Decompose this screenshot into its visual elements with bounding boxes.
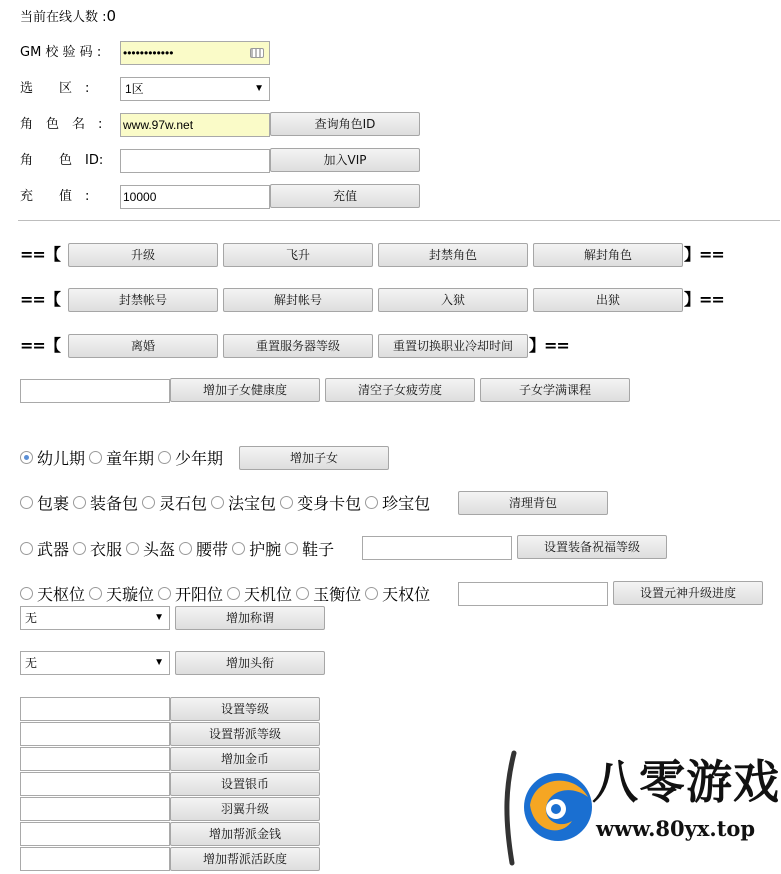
zone-label: 选 区 : <box>20 81 90 96</box>
recharge-button[interactable]: 充值 <box>270 184 420 208</box>
yuanshen-group <box>20 582 434 605</box>
clear-bag-button[interactable]: 清理背包 <box>458 491 608 515</box>
logo-icon <box>500 745 600 870</box>
radio-tianji[interactable] <box>227 582 292 605</box>
radio-dot[interactable] <box>142 496 155 509</box>
radio-label: 法宝包 <box>228 494 277 513</box>
set-level-button[interactable]: 设置等级 <box>170 697 320 721</box>
divider <box>18 220 780 221</box>
stat-input-guild-activity[interactable] <box>20 847 170 871</box>
radio-dot[interactable] <box>179 542 192 555</box>
radio-dot[interactable] <box>20 587 33 600</box>
radio-childhood[interactable] <box>89 446 154 469</box>
radio-equip-bag[interactable] <box>73 491 138 514</box>
online-count <box>20 8 116 26</box>
radio-label: 衣服 <box>90 540 123 559</box>
role-name-input[interactable] <box>120 113 270 137</box>
radio-label: 幼儿期 <box>37 449 86 468</box>
add-gold-button[interactable]: 增加金币 <box>170 747 320 771</box>
radio-dot[interactable] <box>280 496 293 509</box>
radio-bracer[interactable] <box>232 537 281 560</box>
set-silver-button[interactable]: 设置银币 <box>170 772 320 796</box>
bracket-close: 】== <box>684 290 724 309</box>
online-value: 0 <box>106 7 117 25</box>
radio-card-bag[interactable] <box>280 491 361 514</box>
radio-helmet[interactable] <box>126 537 175 560</box>
radio-weapon[interactable] <box>20 537 69 560</box>
brand-url: www.80yx.top <box>596 816 756 841</box>
stat-input-level[interactable] <box>20 697 170 721</box>
role-name-value: www.97w.net <box>123 118 194 132</box>
add-guild-money-button[interactable]: 增加帮派金钱 <box>170 822 320 846</box>
radio-label: 天权位 <box>382 585 431 604</box>
recharge-value: 10000 <box>123 190 157 204</box>
clear-child-fatigue-button[interactable]: 清空子女疲劳度 <box>325 378 475 402</box>
ascend-button[interactable]: 飞升 <box>223 243 373 267</box>
radio-dot[interactable] <box>73 496 86 509</box>
radio-label: 天机位 <box>244 585 293 604</box>
add-child-health-button[interactable]: 增加子女健康度 <box>170 378 320 402</box>
radio-dot[interactable] <box>227 587 240 600</box>
radio-label: 护腕 <box>249 540 282 559</box>
radio-dot[interactable] <box>20 451 33 464</box>
radio-label: 开阳位 <box>175 585 224 604</box>
radio-shoes[interactable] <box>285 537 334 560</box>
child-full-course-button[interactable]: 子女学满课程 <box>480 378 630 402</box>
add-child-button[interactable]: 增加子女 <box>239 446 389 470</box>
radio-kaiyang[interactable] <box>158 582 223 605</box>
radio-dot[interactable] <box>296 587 309 600</box>
radio-tianxuan[interactable] <box>89 582 154 605</box>
radio-label: 灵石包 <box>159 494 208 513</box>
set-yuanshen-progress-button[interactable]: 设置元神升级进度 <box>613 581 763 605</box>
bracket-close: 】== <box>684 245 724 264</box>
radio-dot[interactable] <box>20 496 33 509</box>
chevron-down-icon: ▼ <box>154 612 164 623</box>
divorce-button[interactable]: 离婚 <box>68 334 218 358</box>
keyboard-icon[interactable] <box>250 48 264 58</box>
title-select[interactable] <box>20 606 170 630</box>
set-bless-level-button[interactable]: 设置装备祝福等级 <box>517 535 667 559</box>
unban-account-button[interactable]: 解封帐号 <box>223 288 373 312</box>
wing-upgrade-button[interactable]: 羽翼升级 <box>170 797 320 821</box>
radio-label: 武器 <box>37 540 70 559</box>
query-role-id-button[interactable]: 查询角色ID <box>270 112 420 136</box>
radio-dot[interactable] <box>285 542 298 555</box>
radio-yuheng[interactable] <box>296 582 361 605</box>
ban-account-button[interactable]: 封禁帐号 <box>68 288 218 312</box>
radio-label: 天璇位 <box>106 585 155 604</box>
radio-label: 腰带 <box>196 540 229 559</box>
radio-label: 童年期 <box>106 449 155 468</box>
gm-code-value: •••••••••••• <box>123 46 174 60</box>
stat-input-silver[interactable] <box>20 772 170 796</box>
radio-clothes[interactable] <box>73 537 122 560</box>
radio-label: 玉衡位 <box>313 585 362 604</box>
role-id-label: 角 色 ID: <box>20 153 104 168</box>
stat-input-gold[interactable] <box>20 747 170 771</box>
bracket-open: ==【 <box>20 290 60 309</box>
zone-selected: 1区 <box>125 82 144 96</box>
radio-dot[interactable] <box>232 542 245 555</box>
child-stage-group <box>20 446 227 469</box>
watermark <box>500 745 781 874</box>
radio-infant[interactable] <box>20 446 85 469</box>
set-guild-level-button[interactable]: 设置帮派等级 <box>170 722 320 746</box>
radio-label: 珍宝包 <box>382 494 431 513</box>
bracket-open: ==【 <box>20 245 60 264</box>
level-up-button[interactable]: 升级 <box>68 243 218 267</box>
add-rank-button[interactable]: 增加头衔 <box>175 651 325 675</box>
radio-dot[interactable] <box>365 587 378 600</box>
radio-dot[interactable] <box>89 587 102 600</box>
reset-job-cooldown-button[interactable]: 重置切换职业冷却时间 <box>378 334 528 358</box>
radio-label: 天枢位 <box>37 585 86 604</box>
recharge-input[interactable] <box>120 185 270 209</box>
radio-bag[interactable] <box>20 491 69 514</box>
jail-button[interactable]: 入狱 <box>378 288 528 312</box>
chevron-down-icon: ▼ <box>254 83 264 94</box>
radio-label: 鞋子 <box>302 540 335 559</box>
radio-tianshu[interactable] <box>20 582 85 605</box>
add-vip-button[interactable]: 加入VIP <box>270 148 420 172</box>
child-amount-input[interactable] <box>20 379 170 403</box>
reset-server-level-button[interactable]: 重置服务器等级 <box>223 334 373 358</box>
role-name-label: 角 色 名 : <box>20 117 103 132</box>
radio-dot[interactable] <box>158 451 171 464</box>
rank-select[interactable] <box>20 651 170 675</box>
release-button[interactable]: 出狱 <box>533 288 683 312</box>
bracket-close: 】== <box>529 336 569 355</box>
radio-dot[interactable] <box>20 542 33 555</box>
role-id-input[interactable] <box>120 149 270 173</box>
yuanshen-progress-input[interactable] <box>458 582 608 606</box>
zone-select[interactable] <box>120 77 270 101</box>
recharge-label: 充 值 : <box>20 189 90 204</box>
online-label: 当前在线人数 : <box>20 10 107 25</box>
add-guild-activity-button[interactable]: 增加帮派活跃度 <box>170 847 320 871</box>
radio-dot[interactable] <box>126 542 139 555</box>
radio-dot[interactable] <box>365 496 378 509</box>
title-selected: 无 <box>25 611 38 625</box>
radio-tianquan[interactable] <box>365 582 430 605</box>
bag-group <box>20 491 434 514</box>
bracket-open: ==【 <box>20 336 60 355</box>
radio-dot[interactable] <box>211 496 224 509</box>
gm-code-input[interactable] <box>120 41 270 65</box>
bless-level-input[interactable] <box>362 536 512 560</box>
radio-jewel-bag[interactable] <box>365 491 430 514</box>
radio-label: 包裹 <box>37 494 70 513</box>
radio-treasure-bag[interactable] <box>211 491 276 514</box>
radio-dot[interactable] <box>158 587 171 600</box>
radio-stone-bag[interactable] <box>142 491 207 514</box>
radio-label: 少年期 <box>175 449 224 468</box>
add-title-button[interactable]: 增加称谓 <box>175 606 325 630</box>
stat-input-guild-money[interactable] <box>20 822 170 846</box>
equip-group <box>20 537 338 560</box>
brand-text: 八零游戏 <box>592 755 780 809</box>
stat-input-wing[interactable] <box>20 797 170 821</box>
radio-youth[interactable] <box>158 446 223 469</box>
gm-code-label: GM 校 验 码 : <box>20 45 102 60</box>
stat-input-guild-level[interactable] <box>20 722 170 746</box>
unban-role-button[interactable]: 解封角色 <box>533 243 683 267</box>
radio-belt[interactable] <box>179 537 228 560</box>
chevron-down-icon: ▼ <box>154 657 164 668</box>
radio-dot[interactable] <box>89 451 102 464</box>
rank-selected: 无 <box>25 656 38 670</box>
radio-label: 头盔 <box>143 540 176 559</box>
radio-dot[interactable] <box>73 542 86 555</box>
radio-label: 装备包 <box>90 494 139 513</box>
ban-role-button[interactable]: 封禁角色 <box>378 243 528 267</box>
radio-label: 变身卡包 <box>297 494 362 513</box>
